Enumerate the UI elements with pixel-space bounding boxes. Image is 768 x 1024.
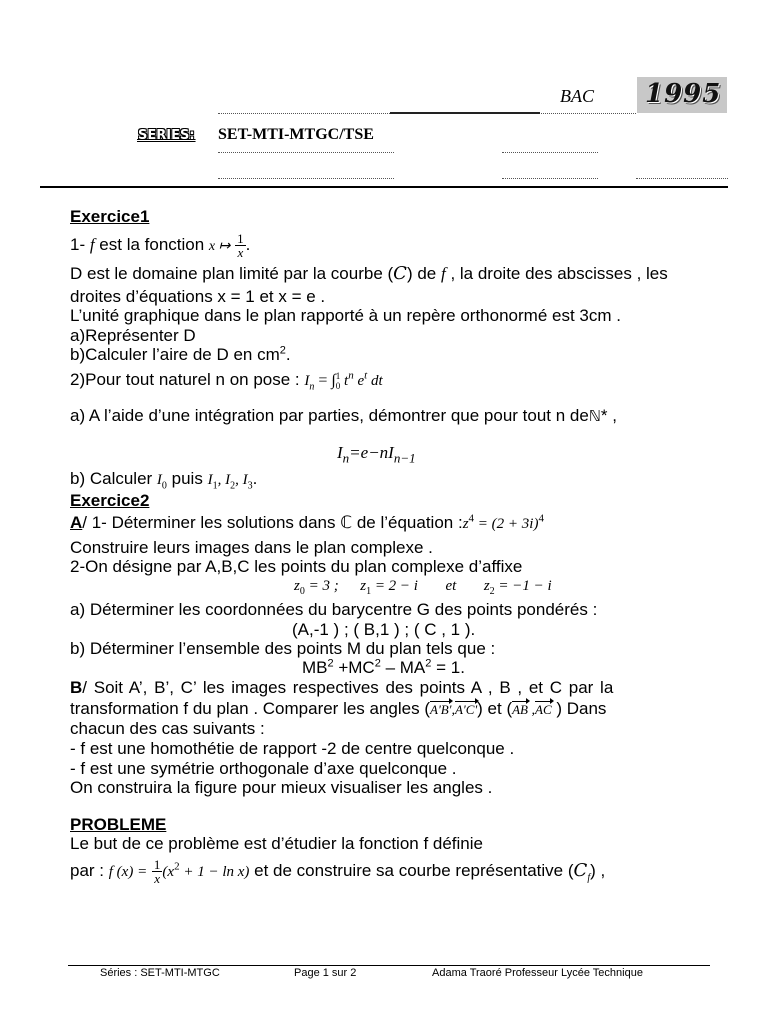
ex1-line4: L’unité graphique dans le plan rapporté à un repère orthonormé est 3cm . (70, 306, 621, 325)
ex1-l1-f: f (89, 234, 95, 254)
ex2-z1-sub: 1 (366, 586, 372, 597)
ex1-l8-N: ℕ (588, 407, 601, 425)
prob-line2 (70, 858, 605, 885)
ex2-z2: z (483, 578, 490, 594)
ex2-line5: a) Déterminer les coordonnées du barycentre G des points pondérés : (70, 600, 598, 619)
ex1-line5: a)Représenter D (70, 326, 196, 345)
prob-l2-rest2: + 1 − ln x) (179, 863, 250, 880)
ex1-f-mid: =e−nI (349, 443, 394, 462)
ex2-et: et (445, 578, 457, 594)
footer-center: Page 1 sur 2 (294, 967, 357, 979)
ex2-l8d: = 1. (431, 658, 465, 677)
exercise2-title: Exercice2 (70, 491, 150, 510)
ex2-part-b-label: B (70, 678, 83, 697)
ex2-l8-s1: 2 (327, 657, 334, 670)
ex1-l9-I0: I (156, 472, 162, 488)
ex1-l9-dot: . (252, 469, 258, 488)
ex1-l2a: D est le domaine plan limité par la courbe ( (70, 264, 394, 283)
ex2-line-b6: On construira la figure pour mieux visualiser les angles . (70, 778, 493, 797)
ex2-a-sup: 4 (468, 512, 475, 525)
ex1-line6 (70, 345, 291, 365)
ex2-b2-comma: , (451, 703, 455, 718)
ex1-l7-I: I (304, 373, 310, 389)
prob-l2c: ) , (590, 860, 606, 880)
prob-curve-sub: f (587, 872, 591, 884)
ex2-vec-ab: AB (512, 700, 528, 720)
ex2-vec-a1c1: A'C' (455, 700, 477, 720)
ex1-l9-I0-sub: 0 (161, 480, 167, 492)
ex1-l9-puis: puis (166, 469, 208, 488)
prob-fraction (152, 858, 163, 885)
header-dots-2 (218, 152, 394, 153)
ex1-l7-hi: 1 (335, 370, 341, 381)
prob-curve-c: C (573, 859, 588, 881)
ex1-l8b: * , (600, 406, 617, 425)
header-dots-5 (502, 178, 598, 179)
footer-left: Séries : SET-MTI-MTGC (100, 967, 220, 979)
ex1-l1-den: x (237, 245, 244, 260)
ex2-a-sup2: 4 (538, 512, 544, 525)
ex1-line3: droites d’équations x = 1 et x = e . (70, 287, 326, 306)
ex1-line1 (70, 232, 250, 259)
header-dots-4 (218, 178, 394, 179)
ex2-l8c: – MA (380, 658, 426, 677)
series-value: SET-MTI-MTGC/TSE (218, 126, 374, 143)
ex2-z2-val: = −1 − i (494, 578, 552, 594)
header-rule (40, 186, 728, 188)
ex2-line-a (70, 513, 544, 534)
ex2-z2-sub: 2 (489, 586, 495, 597)
ex2-z1: z (360, 578, 367, 594)
ex1-l1-pre: 1- (70, 234, 90, 254)
ex1-line9 (70, 469, 257, 490)
ex2-affixes (294, 578, 552, 595)
ex1-l2c: , la droite des abscisses , les (445, 264, 668, 283)
ex1-l7-e: e (353, 373, 365, 389)
header-rule-short (390, 112, 540, 114)
ex1-f-I: I (337, 443, 343, 462)
prob-l2-sup: 2 (174, 860, 180, 873)
ex2-b2-comma2: , (528, 703, 535, 718)
ex1-l9-s1: 1 (212, 480, 218, 492)
ex2-part-a-label: A (70, 513, 83, 532)
exercise1-title: Exercice1 (70, 207, 150, 226)
ex2-a-z: z (462, 516, 469, 532)
ex2-b-text: / Soit A’, B’, C’ les images respectives des points A , B , et C par la (82, 678, 614, 697)
ex1-l7-eq: = ∫ (314, 372, 336, 389)
ex1-l2-f: f (440, 264, 446, 283)
ex2-line2: Construire leurs images dans le plan complexe . (70, 538, 433, 557)
ex1-l7-dt: dt (367, 373, 383, 389)
ex2-b2c: ) Dans (551, 699, 607, 718)
prob-den: x (154, 871, 161, 886)
footer-right: Adama Traoré Professeur Lycée Technique (432, 967, 643, 979)
ex1-l2b: ) de (406, 264, 441, 283)
ex2-line8 (302, 658, 465, 678)
ex2-z1-val: = 2 − i (371, 578, 418, 594)
prob-num: 1 (153, 857, 161, 872)
ex2-a-text: / 1- Déterminer les solutions dans ℂ de l’équation : (82, 513, 463, 532)
ex1-l7-et: t (364, 369, 368, 382)
prob-l2-rest: (x (162, 863, 175, 880)
ex2-b2b: ) et ( (477, 699, 513, 718)
ex1-l9a: b) Calculer (70, 469, 157, 488)
header-dots-6 (636, 178, 728, 179)
ex2-l8-s3: 2 (425, 657, 432, 670)
ex1-l1-end: . (245, 234, 251, 254)
ex1-line8 (70, 406, 617, 426)
prob-l2a: par : (70, 860, 109, 880)
ex1-l7-sub: n (309, 381, 315, 393)
ex1-l6-sup: 2 (279, 344, 286, 357)
prob-l2b: et de construire sa courbe représentative ( (249, 860, 574, 880)
ex1-line2 (70, 264, 668, 284)
ex1-l1-mid: est la fonction (94, 234, 209, 254)
ex1-line7 (70, 370, 383, 391)
prob-line1: Le but de ce problème est d’étudier la fonction f définie (70, 834, 483, 853)
ex2-line-b4: - f est une homothétie de rapport -2 de centre quelconque . (70, 739, 515, 758)
ex2-z0: z (294, 578, 300, 594)
ex2-line-b (70, 678, 613, 698)
series-label: SERIES: (138, 128, 195, 143)
ex1-l8a: a) A l’aide d’une intégration par parties, démontrer que pour tout n de (70, 406, 589, 425)
ex1-f-sub-n: n (342, 450, 350, 466)
probleme-title: PROBLEME (70, 815, 167, 834)
ex1-l6-end: . (285, 345, 291, 364)
year-label: 1995 (645, 79, 722, 109)
ex1-l6: b)Calculer l’aire de D en cm (70, 345, 280, 364)
ex2-z0-val: = 3 ; (304, 578, 339, 594)
header-dots-3 (502, 152, 598, 153)
footer-rule (68, 965, 710, 966)
ex2-line7: b) Déterminer l’ensemble des points M du plan tels que : (70, 639, 496, 658)
ex2-z0-sub: 0 (299, 586, 305, 597)
ex1-l9-I1: I (207, 472, 213, 488)
bac-label: BAC (560, 86, 594, 106)
ex1-l1-num: 1 (237, 231, 244, 246)
ex2-line3: 2-On désigne par A,B,C les points du plan complexe d’affixe (70, 557, 523, 576)
ex1-l7: 2)Pour tout naturel n on pose : (70, 370, 305, 389)
ex2-vec-ac: AC (535, 700, 552, 720)
ex1-f-sub-n1: n−1 (393, 450, 416, 466)
ex1-l1-fraction (235, 232, 246, 259)
ex2-vec-a1b1: A'B' (430, 700, 451, 720)
ex2-line-b5: - f est une symétrie orthogonale d’axe quelconque . (70, 759, 457, 778)
ex2-line-b3: chacun des cas suivants : (70, 719, 265, 738)
ex1-l9-c1: , I (217, 472, 231, 488)
ex2-l8b: +MC (333, 658, 375, 677)
ex2-a-mid: = (2 + 3i) (474, 516, 539, 532)
ex1-l2-curve: C (393, 263, 407, 284)
ex2-l8a: MB (302, 658, 328, 677)
ex2-line-b2 (70, 699, 606, 721)
ex1-l9-c2: , I (235, 472, 248, 488)
ex1-l7-lo: 0 (335, 380, 341, 391)
prob-l2-f: f (x) = (108, 863, 148, 880)
ex1-l9-s3: 3 (247, 480, 253, 492)
ex1-l9-s2: 2 (230, 480, 236, 492)
ex1-l7-t: t (340, 373, 349, 389)
ex2-l8-s2: 2 (374, 657, 381, 670)
ex2-line6: (A,-1 ) ; ( B,1 ) ; ( C , 1 ). (292, 620, 476, 639)
ex2-b2a: transformation f du plan . Comparer les angles ( (70, 699, 431, 718)
ex1-recurrence-formula (337, 443, 416, 466)
ex1-l1-map: x ↦ (208, 238, 231, 254)
ex1-l7-tn: n (348, 369, 354, 382)
